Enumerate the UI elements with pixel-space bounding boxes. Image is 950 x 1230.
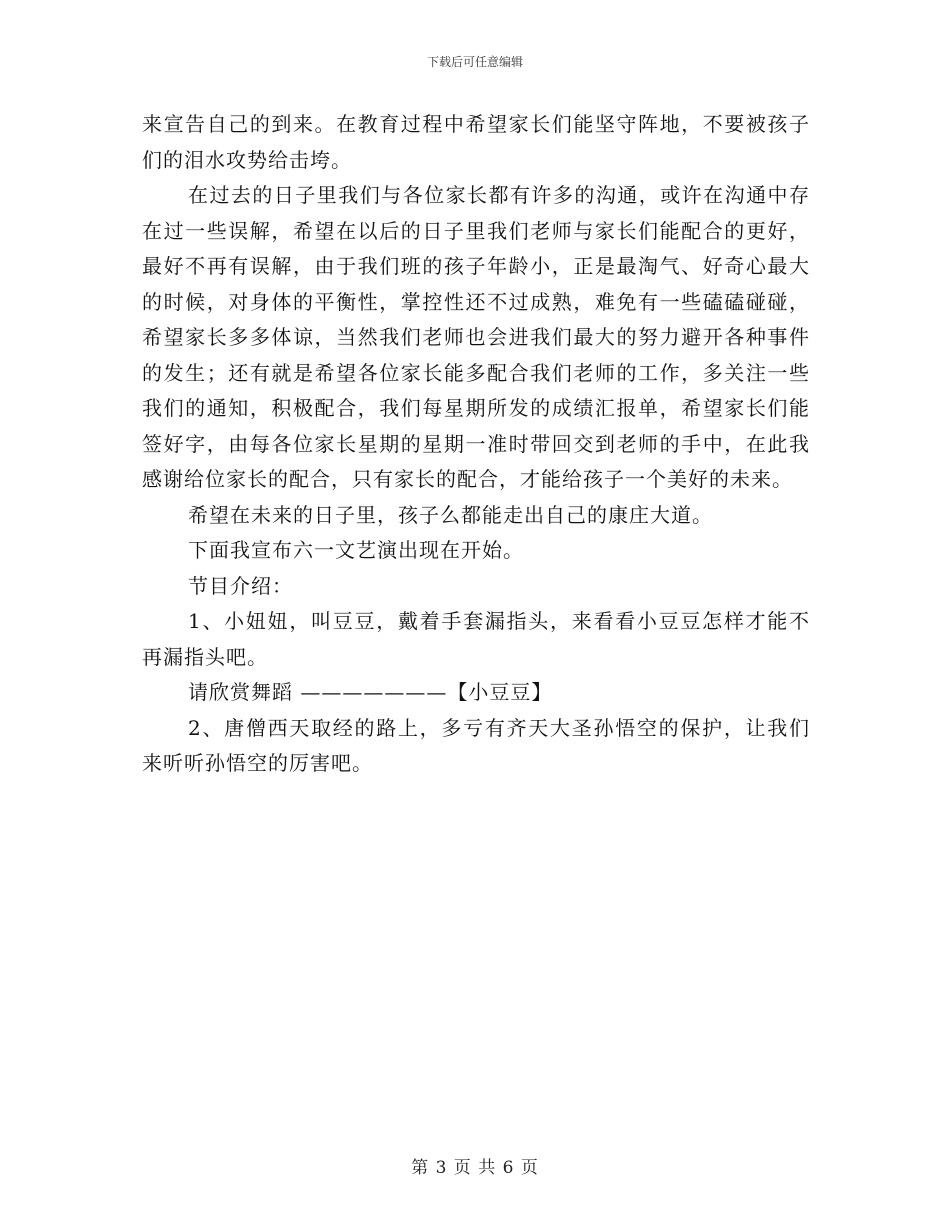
page-number: 第 3 页 共 6 页 [411,1158,539,1178]
paragraph-wish: 希望在未来的日子里，孩子么都能走出自己的康庄大道。 [188,502,713,527]
document-body [142,107,810,782]
paragraph-announcement: 下面我宣布六一文艺演出现在开始。 [188,538,524,562]
paragraph-continuation: 来宣告自己的到来。在教育过程中希望家长们能坚守阵地，不要被孩子们的泪水攻势给击垮。 [142,112,810,172]
program-item-2: 2、唐僧西天取经的路上，多亏有齐天大圣孙悟空的保护，让我们来听听孙悟空的厉害吧。 [142,715,810,775]
program-item-1-title: 请欣赏舞蹈 ———————【小豆豆】 [188,680,553,704]
program-intro-heading: 节目介绍： [188,573,293,598]
page-header: 下载后可任意编辑 [426,55,523,69]
paragraph-communication: 在过去的日子里我们与各位家长都有许多的沟通，或许在沟通中存在过一些误解，希望在以后的日子里我们老师与家长们能配合的更好，最好不再有误解，由于我们班的孩子年龄小，正是最淘气、好奇心最大的时候，对身体的平衡性，掌控性还不过成熟，难免有一些磕磕碰碰，希望家长多多体谅，当然我们老师也会进我们最大的努力避开各种事件的发生；还有就是希望各位家长能多配合我们老师的工作，多关注一些我们的通知，积极配合，我们每星期所发的成绩汇报单，希望家长们能签好字，由每各位家长星期的星期一准时带回交到老师的手中，在此我感谢给位家长的配合，只有家长的配合，才能给孩子一个美好的未来。 [142,183,810,491]
program-item-1: 1、小妞妞，叫豆豆，戴着手套漏指头，来看看小豆豆怎样才能不再漏指头吧。 [142,609,810,669]
